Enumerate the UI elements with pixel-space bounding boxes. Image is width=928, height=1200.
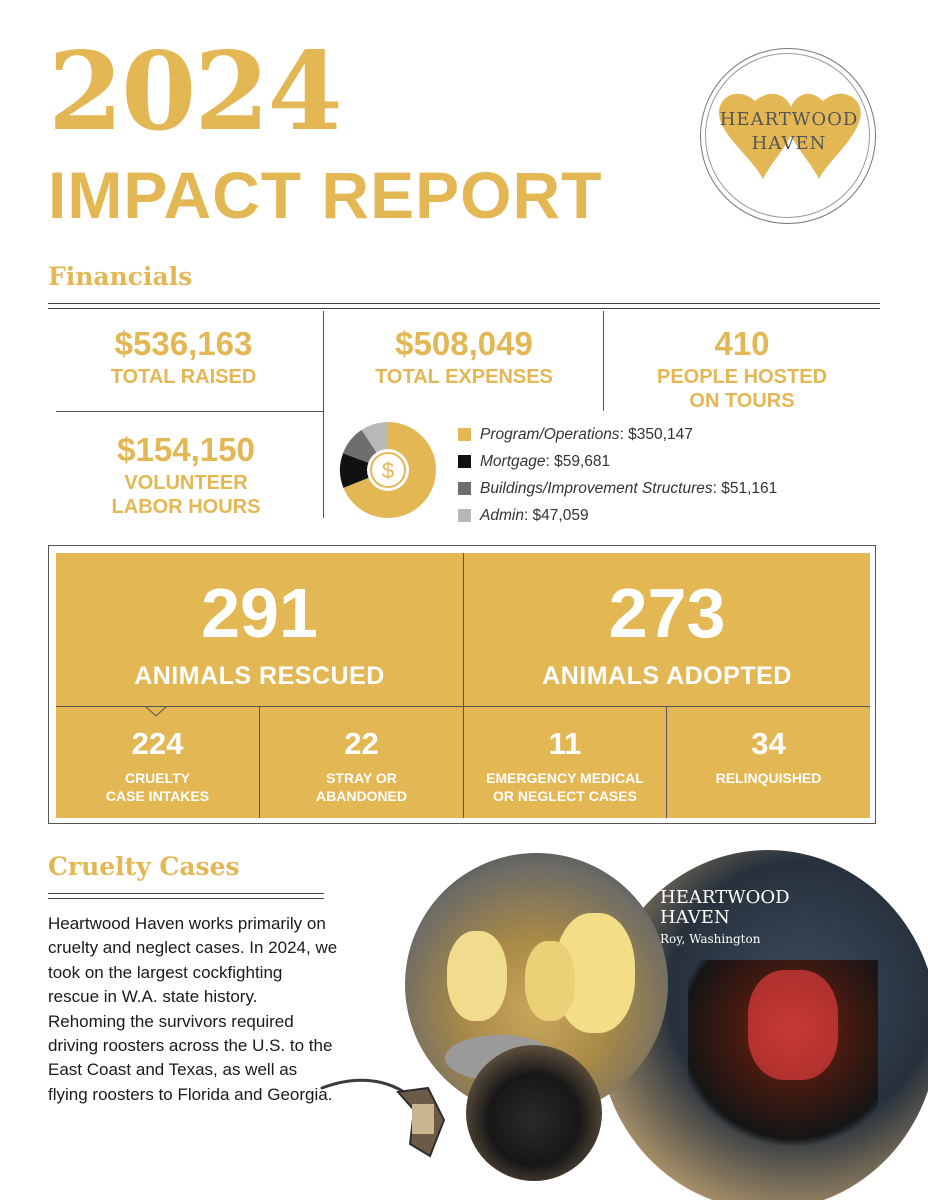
heartwood-haven-logo [700,48,876,224]
legend-amount: : $59,681 [545,452,611,470]
animals-rescued-label: ANIMALS RESCUED [134,662,385,690]
legend-amount: : $350,147 [619,425,693,443]
divider [323,311,324,518]
logo-text-line2: HAVEN [751,133,827,154]
legend-amount: : $47,059 [523,506,589,524]
legend-item [458,448,777,475]
breakdown-value: 22 [344,726,379,761]
total-expenses-label: TOTAL EXPENSES [375,366,553,389]
sweatshirt-print: HEARTWOOD HAVEN Roy, Washington [660,887,790,946]
breakdown-label: STRAY OR ABANDONED [316,770,407,805]
cruelty-body-text: Heartwood Haven works primarily on cruelty and neglect cases. In 2024, we took on the largest cockfighting rescue in W.A. state history. Rehoming the survivors required driving roosters across the U.S. to the East Coast and Texas, as well as flying roosters to Florida and Georgia. [48,914,338,1104]
divider [56,411,323,412]
people-hosted-stat [606,326,878,413]
animals-rescued-stat [56,574,463,691]
volunteer-stat [56,432,316,519]
people-hosted-label: PEOPLE HOSTED ON TOURS [656,366,828,413]
animals-rescued-value: 291 [201,574,318,652]
financials-rule [48,303,880,309]
people-hosted-value: 410 [714,325,770,362]
legend-swatch [458,428,471,441]
animals-adopted-label: ANIMALS ADOPTED [542,662,792,690]
volunteer-value: $154,150 [117,431,255,468]
total-expenses-stat [326,326,602,389]
piglet-photo [466,1045,602,1181]
dollar-icon: $ [381,458,395,483]
breakdown-item [667,728,870,787]
breakdown-item [260,728,463,805]
cruelty-heading: Cruelty Cases [48,852,240,881]
expenses-legend [458,421,777,529]
legend-swatch [458,455,471,468]
legend-item [458,421,777,448]
cruelty-rule [48,893,324,899]
breakdown-item [56,728,259,805]
divider [603,311,604,411]
breakdown-label: EMERGENCY MEDICAL OR NEGLECT CASES [486,770,644,805]
legend-label: Program/Operations [480,425,620,443]
animals-adopted-value: 273 [608,574,726,652]
report-title: IMPACT REPORT [48,158,603,232]
breakdown-value: 34 [751,726,786,761]
breakdown-label: CRUELTY CASE INTAKES [105,770,210,805]
legend-label: Buildings/Improvement Structures [480,479,713,497]
breakdown-label: RELINQUISHED [715,770,822,786]
legend-item [458,475,777,502]
gaff-blade-photo [318,1070,448,1170]
expenses-donut-chart [338,420,438,520]
animals-adopted-stat [464,574,870,691]
legend-label: Admin [480,506,524,524]
total-expenses-value: $508,049 [395,325,533,362]
legend-amount: : $51,161 [712,479,778,497]
breakdown-value: 11 [548,726,582,761]
total-raised-value: $536,163 [114,325,253,362]
legend-swatch [458,482,471,495]
report-year: 2024 [48,29,341,155]
legend-label: Mortgage [480,452,546,470]
legend-swatch [458,509,471,522]
legend-item [458,502,777,529]
breakdown-item [464,728,666,805]
pointer-notch [145,706,167,718]
financials-heading: Financials [48,262,193,291]
breakdown-value: 224 [131,726,184,761]
divider [56,706,870,707]
total-raised-label: TOTAL RAISED [110,366,257,389]
logo-text-line1: HEARTWOOD [719,109,859,130]
volunteer-label: VOLUNTEER LABOR HOURS [111,472,261,519]
total-raised-stat [56,326,311,389]
